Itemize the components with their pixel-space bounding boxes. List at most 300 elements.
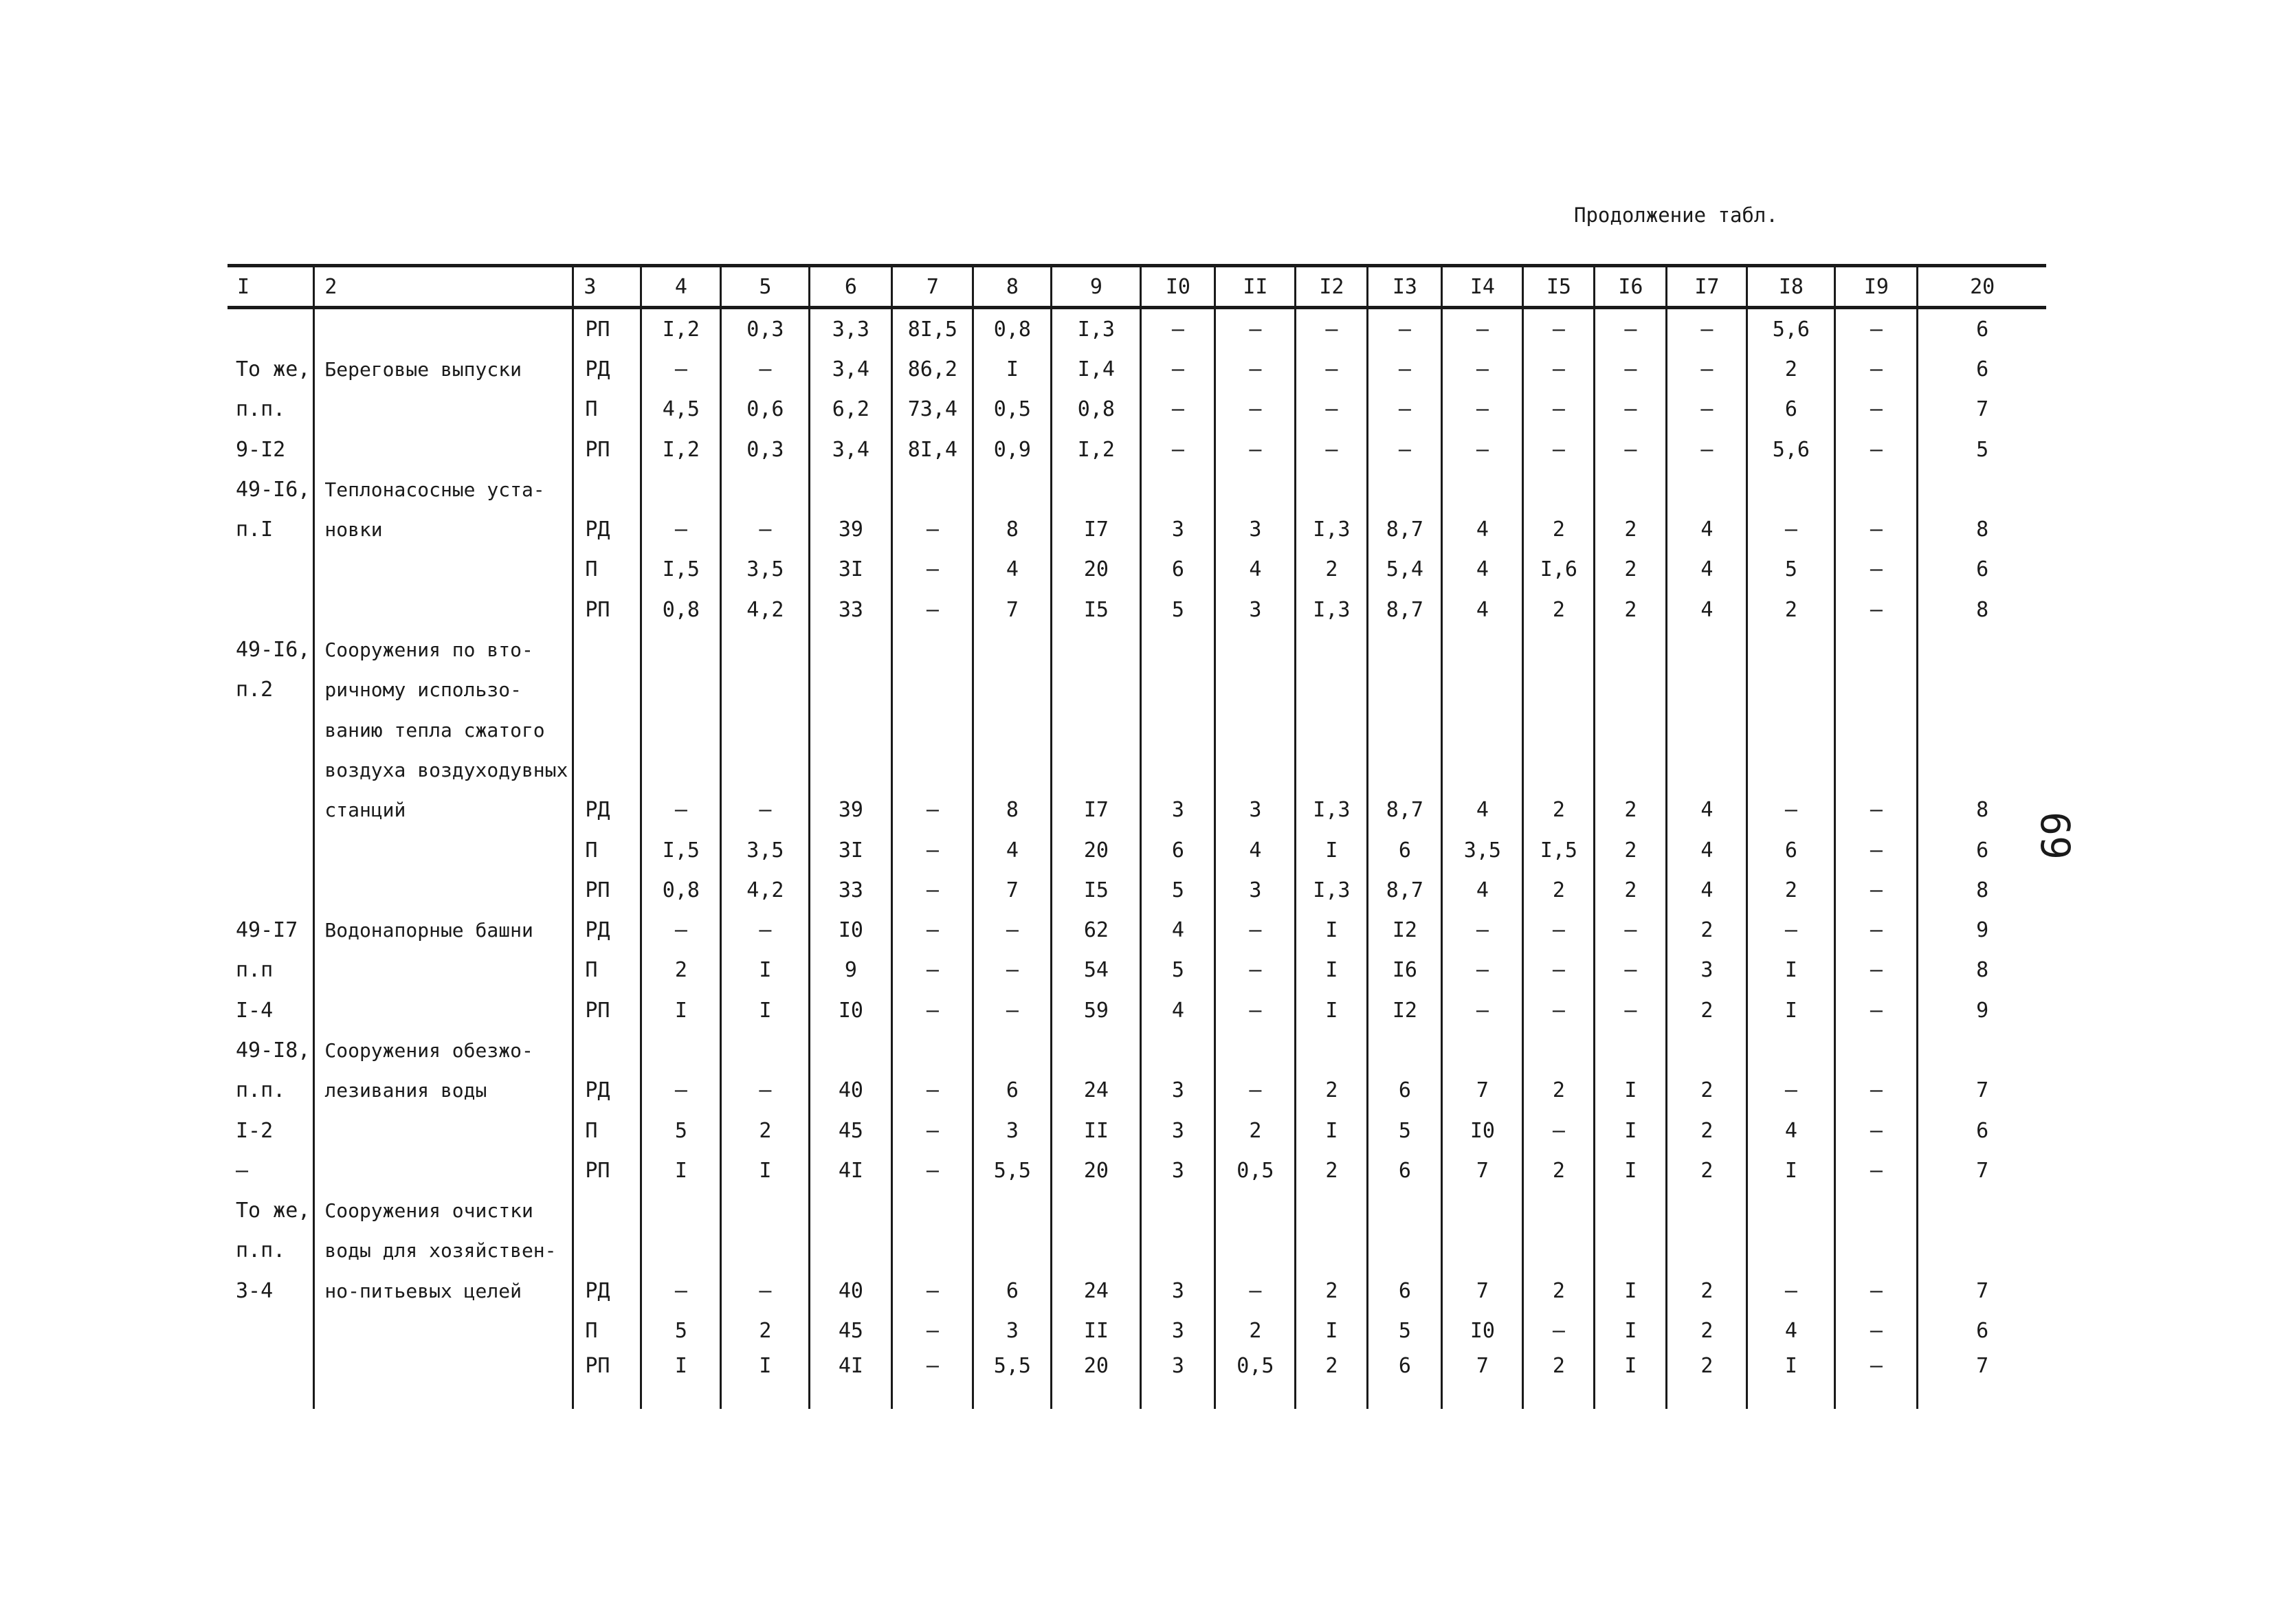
table-cell: – [1442, 349, 1523, 389]
table-cell: 7 [1442, 1071, 1523, 1111]
table-cell: П [573, 390, 641, 430]
table-cell: – [1368, 430, 1442, 469]
column-header: I6 [1595, 266, 1667, 308]
table-cell: 2 [1296, 1351, 1368, 1409]
table-cell [1442, 670, 1523, 710]
table-cell [1215, 630, 1296, 669]
table-cell: I [1595, 1311, 1667, 1350]
table-cell: 3I [810, 830, 892, 870]
table-cell [1296, 630, 1368, 669]
table-cell [1296, 1191, 1368, 1231]
table-cell [973, 670, 1052, 710]
table-cell [641, 670, 721, 710]
table-cell: 73,4 [892, 390, 973, 430]
table-row [228, 390, 2046, 430]
table-cell: I [1595, 1150, 1667, 1190]
table-cell: Береговые выпуски [314, 349, 573, 389]
table-cell [1835, 469, 1918, 509]
table-cell: Сооружения обезжо- [314, 1030, 573, 1070]
table-cell: 8,7 [1368, 790, 1442, 830]
table-cell [1747, 630, 1835, 669]
table-cell: 2 [1215, 1111, 1296, 1150]
column-header: 6 [810, 266, 892, 308]
table-cell: 9 [810, 950, 892, 990]
table-cell: 4,2 [721, 870, 810, 910]
table-cell [1595, 1191, 1667, 1231]
table-cell: 2 [1523, 1150, 1595, 1190]
table-cell: 2 [1747, 870, 1835, 910]
table-cell [1442, 1030, 1523, 1070]
table-cell [314, 870, 573, 910]
table-cell: 6 [1918, 349, 2046, 389]
table-cell: – [1747, 790, 1835, 830]
table-cell [1523, 1191, 1595, 1231]
table-cell [228, 550, 314, 590]
table-cell [1442, 1231, 1523, 1271]
table-cell: I,2 [641, 430, 721, 469]
table-cell: – [1368, 308, 1442, 350]
table-cell: – [1442, 390, 1523, 430]
table-cell: 0,5 [1215, 1351, 1296, 1409]
table-cell: – [1523, 308, 1595, 350]
table-row [228, 1071, 2046, 1111]
table-cell: I5 [1052, 590, 1141, 630]
table-cell: II [1052, 1311, 1141, 1350]
table-cell: РД [573, 790, 641, 830]
table-cell: 0,5 [973, 390, 1052, 430]
table-cell [1835, 750, 1918, 790]
table-cell: 7 [1918, 1071, 2046, 1111]
table-cell [1747, 1231, 1835, 1271]
table-cell [1368, 1191, 1442, 1231]
table-cell [314, 430, 573, 469]
table-cell: 2 [1296, 1071, 1368, 1111]
table-cell [810, 710, 892, 750]
table-cell: 6 [1141, 550, 1215, 590]
table-cell [1918, 750, 2046, 790]
table-cell: I,5 [641, 830, 721, 870]
table-cell: – [641, 1271, 721, 1311]
table-cell [1918, 1030, 2046, 1070]
table-cell: РД [573, 509, 641, 549]
table-cell: 4 [1667, 790, 1747, 830]
table-cell [228, 790, 314, 830]
table-cell: – [721, 790, 810, 830]
table-cell: 54 [1052, 950, 1141, 990]
table-cell: 2 [1667, 910, 1747, 950]
table-cell [1918, 710, 2046, 750]
table-cell [721, 750, 810, 790]
table-cell: 86,2 [892, 349, 973, 389]
table-cell: I [641, 1150, 721, 1190]
table-cell: 5 [1368, 1111, 1442, 1150]
table-cell: – [1442, 910, 1523, 950]
table-cell [314, 1351, 573, 1409]
table-cell [1215, 750, 1296, 790]
table-row [228, 830, 2046, 870]
table-cell: – [892, 550, 973, 590]
table-cell [1835, 630, 1918, 669]
table-cell: П [573, 1311, 641, 1350]
table-cell: 59 [1052, 990, 1141, 1030]
column-header: 3 [573, 266, 641, 308]
table-cell: РП [573, 870, 641, 910]
table-cell [1747, 670, 1835, 710]
table-cell [1052, 670, 1141, 710]
table-cell: 0,6 [721, 390, 810, 430]
table-cell: 0,8 [641, 590, 721, 630]
table-cell: 40 [810, 1271, 892, 1311]
table-cell [1747, 750, 1835, 790]
table-cell [314, 990, 573, 1030]
table-cell [1523, 1030, 1595, 1070]
table-cell: – [1595, 430, 1667, 469]
table-cell: но-питьевых целей [314, 1271, 573, 1311]
table-cell: – [1835, 990, 1918, 1030]
table-row [228, 430, 2046, 469]
table-cell [1141, 750, 1215, 790]
table-cell [1523, 630, 1595, 669]
column-header: I0 [1141, 266, 1215, 308]
table-cell: 0,3 [721, 308, 810, 350]
table-cell [1052, 1191, 1141, 1231]
table-cell: 6 [973, 1271, 1052, 1311]
table-cell: 7 [973, 590, 1052, 630]
table-cell: 4 [973, 830, 1052, 870]
table-cell [1918, 469, 2046, 509]
table-cell: 3,5 [721, 550, 810, 590]
table-cell [1368, 1231, 1442, 1271]
column-header: 7 [892, 266, 973, 308]
table-cell [314, 590, 573, 630]
table-cell: – [641, 910, 721, 950]
table-cell: лезивания воды [314, 1071, 573, 1111]
table-cell: – [1747, 509, 1835, 549]
table-cell: 4 [1747, 1111, 1835, 1150]
table-cell [573, 630, 641, 669]
table-cell: 8 [1918, 870, 2046, 910]
table-cell [973, 1191, 1052, 1231]
table-cell: – [641, 509, 721, 549]
table-cell: I [721, 990, 810, 1030]
table-cell: – [1835, 1351, 1918, 1409]
column-header: 8 [973, 266, 1052, 308]
table-cell: п.п. [236, 397, 286, 422]
table-cell: I [721, 1150, 810, 1190]
table-cell: 6 [1747, 390, 1835, 430]
column-header: I7 [1667, 266, 1747, 308]
table-cell: – [1523, 990, 1595, 1030]
table-cell: 5,6 [1747, 430, 1835, 469]
table-cell: – [1368, 390, 1442, 430]
table-cell [573, 670, 641, 710]
table-cell: 6 [1918, 550, 2046, 590]
table-cell: I-2 [236, 1118, 274, 1143]
table-cell: новки [314, 509, 573, 549]
table-cell: 24 [1052, 1271, 1141, 1311]
table-body [228, 308, 2046, 1409]
table-cell: I [1595, 1111, 1667, 1150]
table-cell [641, 1231, 721, 1271]
table-cell: п.I [236, 518, 274, 542]
table-cell: – [1215, 349, 1296, 389]
table-cell: 3 [1141, 1111, 1215, 1150]
table-row [228, 910, 2046, 950]
table-cell: – [1835, 870, 1918, 910]
table-cell: – [892, 1150, 973, 1190]
table-cell: 3 [1141, 1311, 1215, 1350]
table-cell: – [1215, 308, 1296, 350]
table-cell: 8I,5 [892, 308, 973, 350]
table-row [228, 1111, 2046, 1150]
table-cell: РП [573, 308, 641, 350]
table-cell [892, 1030, 973, 1070]
table-cell [1442, 750, 1523, 790]
table-cell [892, 1231, 973, 1271]
table-cell: п.п. [236, 1238, 286, 1263]
table-cell: Теплонасосные уста- [314, 469, 573, 509]
table-cell: 33 [810, 870, 892, 910]
table-cell: 2 [1523, 790, 1595, 830]
table-cell: I [641, 1351, 721, 1409]
table-cell [314, 1150, 573, 1190]
table-cell: 2 [1523, 1351, 1595, 1409]
table-cell: 6 [1368, 830, 1442, 870]
table-cell: 6 [1141, 830, 1215, 870]
table-cell: 2 [1747, 590, 1835, 630]
table-cell [1667, 750, 1747, 790]
table-cell: – [1215, 390, 1296, 430]
table-cell: – [1523, 390, 1595, 430]
table-cell: 2 [1595, 830, 1667, 870]
table-row [228, 1030, 2046, 1070]
table-cell: 7 [1918, 390, 2046, 430]
table-cell [1918, 630, 2046, 669]
table-cell: 0,8 [973, 308, 1052, 350]
table-cell: I7 [1052, 509, 1141, 549]
table-cell: – [1442, 990, 1523, 1030]
table-cell [1835, 1191, 1918, 1231]
table-cell: П [573, 950, 641, 990]
table-cell [1523, 710, 1595, 750]
column-header: II [1215, 266, 1296, 308]
table-cell: 4 [973, 550, 1052, 590]
column-header: I3 [1368, 266, 1442, 308]
table-cell: 7 [1918, 1271, 2046, 1311]
table-cell: 45 [810, 1111, 892, 1150]
table-cell: 40 [810, 1071, 892, 1111]
table-cell: – [641, 790, 721, 830]
table-cell: 5,5 [973, 1351, 1052, 1409]
table-cell: – [1835, 509, 1918, 549]
table-cell: – [1215, 910, 1296, 950]
table-cell [1595, 750, 1667, 790]
table-cell: – [973, 990, 1052, 1030]
table-cell: – [641, 349, 721, 389]
table-cell [721, 630, 810, 669]
table-cell: I [1296, 990, 1368, 1030]
table-cell: – [973, 910, 1052, 950]
table-cell: станций [314, 790, 573, 830]
table-cell [1141, 630, 1215, 669]
table-cell: 5 [1141, 950, 1215, 990]
table-cell: I [1296, 1111, 1368, 1150]
table-row [228, 870, 2046, 910]
table-cell: Сооружения очистки [314, 1191, 573, 1231]
table-cell: – [721, 1271, 810, 1311]
table-cell: РД [573, 1271, 641, 1311]
table-cell: – [641, 1071, 721, 1111]
table-cell: – [1215, 990, 1296, 1030]
table-cell [228, 870, 314, 910]
table-cell: I [1595, 1271, 1667, 1311]
column-header: I [228, 266, 314, 308]
column-header: 20 [1918, 266, 2046, 308]
table-cell: 8 [973, 509, 1052, 549]
table-cell: I [721, 1351, 810, 1409]
table-cell: 3 [1141, 509, 1215, 549]
table-cell: – [1747, 1271, 1835, 1311]
table-cell: – [892, 1111, 973, 1150]
table-cell: I [1595, 1351, 1667, 1409]
table-cell [1215, 670, 1296, 710]
table-cell [1296, 670, 1368, 710]
table-cell: – [1215, 1271, 1296, 1311]
table-cell [1523, 750, 1595, 790]
table-cell [1835, 710, 1918, 750]
table-cell: 2 [1523, 590, 1595, 630]
table-cell: 3,5 [721, 830, 810, 870]
table-cell: 4 [1442, 870, 1523, 910]
table-cell [1296, 469, 1368, 509]
column-header: I9 [1835, 266, 1918, 308]
table-cell [1141, 710, 1215, 750]
table-cell: РД [573, 910, 641, 950]
table-cell: 9 [1918, 910, 2046, 950]
table-cell [1296, 750, 1368, 790]
table-cell: – [1747, 1071, 1835, 1111]
table-cell: ричному использо- [314, 670, 573, 710]
table-cell: 6 [1368, 1351, 1442, 1409]
table-cell [1835, 1030, 1918, 1070]
table-cell [1052, 1231, 1141, 1271]
table-cell: I,6 [1523, 550, 1595, 590]
table-cell [1523, 469, 1595, 509]
table-cell: – [1141, 390, 1215, 430]
table-cell: I0 [810, 910, 892, 950]
table-cell: – [1835, 1311, 1918, 1350]
table-cell: – [1141, 308, 1215, 350]
table-cell: I,5 [641, 550, 721, 590]
table-cell [314, 830, 573, 870]
table-cell: 49-I8, [236, 1038, 311, 1063]
table-cell: — [236, 1158, 249, 1183]
table-cell: 2 [1667, 1311, 1747, 1350]
table-cell: 20 [1052, 1351, 1141, 1409]
table-cell: – [1835, 1271, 1918, 1311]
table-cell: 8 [1918, 590, 2046, 630]
table-cell: I,2 [1052, 430, 1141, 469]
table-row [228, 630, 2046, 669]
table-cell: 6 [1918, 1311, 2046, 1350]
header-row [228, 266, 2046, 308]
table-cell [973, 750, 1052, 790]
table-cell: 2 [1667, 1150, 1747, 1190]
table-cell: П [573, 830, 641, 870]
table-cell: 5 [1368, 1311, 1442, 1350]
table-cell: 39 [810, 509, 892, 549]
table-cell: 7 [1442, 1271, 1523, 1311]
table-cell: I [1747, 1150, 1835, 1190]
table-cell: – [1296, 390, 1368, 430]
table-cell [721, 710, 810, 750]
table-row [228, 590, 2046, 630]
column-header: I4 [1442, 266, 1523, 308]
table-cell: П [573, 550, 641, 590]
table-cell [721, 670, 810, 710]
table-cell: I-4 [236, 998, 274, 1023]
table-cell: 6 [973, 1071, 1052, 1111]
table-cell: РП [573, 1150, 641, 1190]
table-cell: 8 [1918, 950, 2046, 990]
table-cell: – [892, 990, 973, 1030]
table-cell: 4 [1747, 1311, 1835, 1350]
table-cell: 6 [1368, 1271, 1442, 1311]
table-cell: – [1442, 308, 1523, 350]
table-cell [892, 630, 973, 669]
table-cell [1215, 1191, 1296, 1231]
table-cell: I,5 [1523, 830, 1595, 870]
table-cell [892, 750, 973, 790]
table-cell [721, 1030, 810, 1070]
table-cell: 2 [1523, 1271, 1595, 1311]
table-cell: 2 [1595, 550, 1667, 590]
table-cell: 2 [1595, 870, 1667, 910]
table-cell: – [721, 509, 810, 549]
table-cell [641, 710, 721, 750]
table-cell [1141, 670, 1215, 710]
table-cell: I,3 [1296, 590, 1368, 630]
table-cell: 5,5 [973, 1150, 1052, 1190]
table-cell: – [1667, 390, 1747, 430]
table-cell: – [1523, 1311, 1595, 1350]
table-cell: I0 [1442, 1311, 1523, 1350]
table-cell: 2 [1215, 1311, 1296, 1350]
table-row [228, 509, 2046, 549]
table-cell: – [1835, 349, 1918, 389]
table-cell: 5 [1141, 870, 1215, 910]
table-cell: – [1523, 349, 1595, 389]
table-cell: – [1595, 910, 1667, 950]
table-cell [810, 1191, 892, 1231]
table-cell: I,2 [641, 308, 721, 350]
table-cell [573, 469, 641, 509]
table-cell: – [1835, 590, 1918, 630]
table-cell: – [1523, 950, 1595, 990]
table-cell: – [892, 830, 973, 870]
table-cell: 24 [1052, 1071, 1141, 1111]
table-cell: 2 [1747, 349, 1835, 389]
table-cell [314, 308, 573, 350]
table-cell [228, 750, 314, 790]
table-cell [573, 750, 641, 790]
table-row [228, 469, 2046, 509]
table-cell [1667, 630, 1747, 669]
table-cell: 7 [973, 870, 1052, 910]
table-cell: 8 [1918, 790, 2046, 830]
table-cell [1141, 1191, 1215, 1231]
table-cell: 3-4 [236, 1278, 274, 1303]
